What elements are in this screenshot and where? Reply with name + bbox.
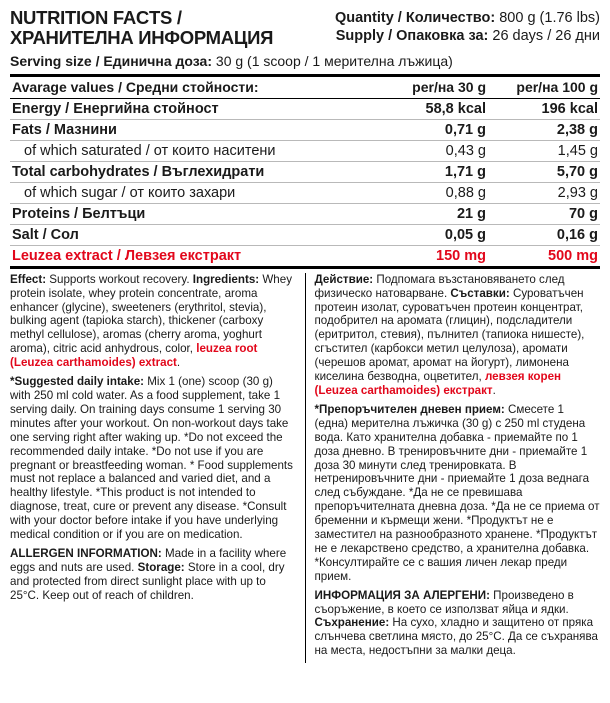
serving-size-label: Serving size / Единична доза:: [10, 52, 213, 69]
allergen-storage-bg: [315, 589, 601, 659]
intake-en: [10, 375, 296, 542]
info-columns: [10, 273, 600, 663]
info-column-en: [10, 273, 304, 663]
row-value-per-100g: 1,45 g: [488, 140, 600, 161]
table-row: [10, 161, 600, 182]
serving-size-row: [10, 50, 600, 77]
row-value-per-30g: 0,71 g: [376, 119, 488, 140]
allergen-label-en: ALLERGEN INFORMATION:: [10, 546, 162, 560]
row-label: Total carbohydrates / Въглехидрати: [10, 161, 376, 182]
intake-bg: [315, 403, 601, 584]
label-header: [10, 6, 600, 50]
row-value-per-100g: 500 mg: [488, 245, 600, 267]
table-row: [10, 224, 600, 245]
row-label: of which sugar / от които захари: [10, 182, 376, 203]
intake-text-en: Mix 1 (one) scoop (30 g) with 250 ml cold water. As a food supplement, take 1 serving daily. On training days consume 1 serving 30 minutes after your workout. On non-workout days take one serving right after waking up. *Do not exceed the recommended daily intake. *Do not use if you are pregnant or breastfeeding woman. * Food supplements must not replace a balanced and varied diet, and a healthy lifestyle. *This product is not intended to diagnose, treat, cure or prevent any disease. *Consult with your doctor before intake if you have underlying medical condition or if you are on medication.: [10, 375, 293, 542]
page-title: [10, 6, 273, 48]
storage-label-bg: Съхранение:: [314, 616, 390, 630]
ingredients-tail-en: .: [176, 356, 181, 370]
table-row: [10, 98, 600, 119]
row-value-per-30g: 0,43 g: [376, 140, 488, 161]
storage-text-bg: На сухо, хладно и защитено от пряка слънчева светлина място, до 25°С. Да се съхранява на места, недостъпни за малки деца.: [314, 616, 598, 658]
table-row: [10, 203, 600, 224]
ingredients-highlight-bg: левзея корен (Leuzea carthamoides) екстракт: [314, 370, 562, 397]
table-row: [10, 245, 600, 267]
row-value-per-30g: 1,71 g: [376, 161, 488, 182]
effect-text-bg: Подпомага възстановяването след физическо натоварване.: [314, 272, 565, 300]
row-value-per-30g: 58,8 kcal: [376, 98, 488, 119]
allergen-text-bg: Произведено в съоръжение, в което се използват яйца и ядки.: [314, 588, 574, 616]
allergen-storage-en: [10, 547, 296, 603]
col-head-per-100g: per/на 100 g: [516, 78, 598, 95]
quantity-row: [335, 9, 600, 27]
ingredients-label-bg: Съставки:: [450, 286, 510, 300]
effect-text-en: Supports workout recovery.: [46, 272, 193, 286]
row-value-per-100g: 70 g: [488, 203, 600, 224]
table-row: [10, 182, 600, 203]
row-value-per-100g: 5,70 g: [488, 161, 600, 182]
quantity-value: 800 g (1.76 lbs): [499, 10, 600, 26]
ingredients-label-en: Ingredients:: [192, 272, 260, 286]
intake-label-en: *Suggested daily intake:: [10, 375, 145, 389]
storage-text-en: Store in a cool, dry and protected from direct sunlight place with up to 25°C. Keep out of reach of children.: [10, 560, 285, 602]
quantity-block: [335, 6, 600, 45]
ingredients-text-bg: Суроватъчен протеин изолат, суроватъчен протеин концентрат, подобрител на аромата (глицин), подсладители (еритритол, стевия), пълнител (тапиока нишесте), сгъстител (карбокси метил целулоза), аромати (черешов аромат, аромат на йогурт), лимонена киселина безводна, оцветител,: [314, 286, 585, 384]
info-column-bg: [307, 273, 601, 663]
quantity-label: Quantity / Количество:: [334, 10, 496, 26]
row-label: Fats / Мазнини: [10, 119, 376, 140]
allergen-label-bg: ИНФОРМАЦИЯ ЗА АЛЕРГЕНИ:: [314, 588, 490, 602]
row-value-per-30g: 21 g: [376, 203, 488, 224]
row-value-per-30g: 150 mg: [376, 245, 488, 267]
col-head-values: Avarage values / Средни стойности:: [12, 78, 259, 95]
row-value-per-100g: 0,16 g: [488, 224, 600, 245]
ingredients-text-en: Whey protein isolate, whey protein concentrate, aroma enhancer (glycine), sweeteners (erythritol, stevia), bulking agent (tapioka starch), thickener (carboxy methyl cellulose), aromas (cherry aroma, yoghurt aroma), citric acid anhydrous, color,: [10, 272, 292, 356]
row-label: Leuzea extract / Левзея екстракт: [10, 245, 376, 267]
intake-text-bg: Смесете 1 (една) мерителна лъжичка (30 g) с 250 ml студена вода. Като хранителна добавка - приемайте по 1 доза дневно. В тренировъчните дни - приемайте 1 доза 30 минути след тренировката. В нетренировъчните дни - приемайте 1 доза веднага след събуждане. *Да не се превишава препоръчителната дневна доза. *Да не се приема от бременни и кърмещи жени. *Продуктът не е заместител на разнообразното хранене. *Продуктът не е лекарствено средство, а хранителна добавка. *Консултирайте се с вашия личен лекар преди прием.: [314, 402, 600, 583]
page-title-en: NUTRITION FACTS /: [10, 7, 182, 28]
table-row: [10, 140, 600, 161]
row-label: of which saturated / от които наситени: [10, 140, 376, 161]
effect-ingredients-en: [10, 273, 296, 370]
row-label: Energy / Енергийна стойност: [10, 98, 376, 119]
table-header-row: [10, 77, 600, 99]
row-label: Salt / Сол: [10, 224, 376, 245]
row-value-per-100g: 196 kcal: [488, 98, 600, 119]
nutrition-table-body: [10, 98, 600, 267]
table-row: [10, 119, 600, 140]
effect-label-en: Effect:: [10, 272, 47, 286]
row-value-per-30g: 0,88 g: [376, 182, 488, 203]
effect-label-bg: Действие:: [314, 272, 374, 286]
ingredients-tail-bg: .: [492, 383, 496, 397]
column-divider: [305, 273, 306, 663]
row-value-per-100g: 2,38 g: [488, 119, 600, 140]
ingredients-highlight-en: leuzea root (Leuzea carthamoides) extract: [10, 342, 258, 370]
page-title-bg: ХРАНИТЕЛНА ИНФОРМАЦИЯ: [10, 26, 274, 48]
supply-value: 26 days / 26 дни: [492, 28, 600, 45]
col-head-per-30g: per/на 30 g: [412, 78, 486, 95]
row-label: Proteins / Белтъци: [10, 203, 376, 224]
supply-row: [335, 27, 600, 45]
intake-label-bg: *Препоръчителен дневен прием:: [314, 402, 505, 416]
effect-ingredients-bg: [315, 273, 601, 398]
serving-size-value: 30 g (1 scoop / 1 мерителна лъжица): [215, 52, 453, 69]
nutrition-table: [10, 77, 600, 269]
row-value-per-30g: 0,05 g: [376, 224, 488, 245]
row-value-per-100g: 2,93 g: [488, 182, 600, 203]
storage-label-en: Storage:: [137, 560, 185, 574]
allergen-text-en: Made in a facility where eggs and nuts are used.: [10, 546, 287, 574]
supply-label: Supply / Опаковка за:: [335, 28, 489, 45]
